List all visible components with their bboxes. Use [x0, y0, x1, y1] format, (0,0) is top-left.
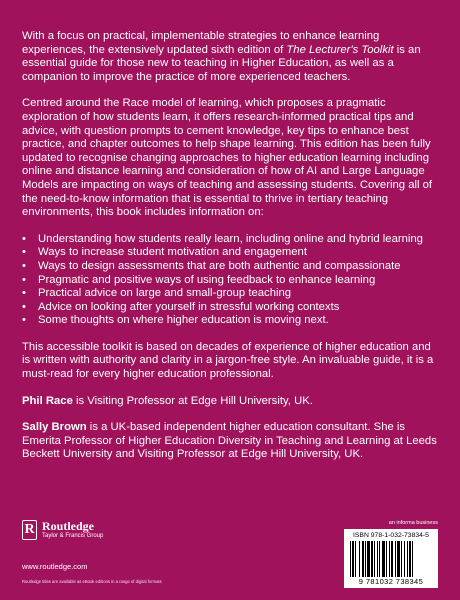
routledge-r-icon: R — [22, 520, 37, 540]
book-title: The Lecturer's Toolkit — [286, 43, 394, 56]
topic-list — [22, 233, 440, 328]
description-paragraph: Centred around the Race model of learning, which proposes a pragmatic exploration of how students learn, it offers research-informed practical tips and advice, with question prompts to cement knowledge, key tips to enhance best practice, and chapter outcomes to help shape learning. This edition has been fully updated to recognise changing approaches to higher education learning including online and distance learning and consideration of how of AI and Large Language Models are impacting on ways of teaching and assessing students. Covering all of the need-to-know information that is essential to thrive in tertiary teaching environments, this book includes information on: — [22, 97, 433, 219]
informa-label: an informa business — [388, 520, 438, 526]
barcode-box — [344, 529, 438, 588]
list-item: • Advice on looking after yourself in stressful working contexts — [22, 301, 440, 315]
author-bio — [22, 395, 440, 409]
publisher-name: Routledge — [42, 519, 94, 533]
ebook-note: Routledge titles are available as eBook editions in a range of digital formats — [22, 579, 162, 584]
author-bio-text: is a UK-based independent higher education consultant. She is Emerita Professor of Higher Education Diversity in Teaching and Learning at Leeds Beckett University and Visiting Professor at Edge Hill University, UK. — [22, 421, 437, 461]
list-item: • Some thoughts on where higher education is moving next. — [22, 314, 440, 328]
intro-paragraph — [22, 30, 440, 84]
author-name: Phil Race — [22, 394, 73, 407]
intro-text-end: is an essential guide for those new to teaching in Higher Education, as well as a companion to improve the practice of more experienced teachers. — [22, 43, 421, 83]
publisher-footer — [22, 520, 282, 584]
publisher-group: Taylor & Francis Group — [42, 533, 104, 539]
barcode-block — [344, 520, 438, 588]
author-bio-text: is Visiting Professor at Edge Hill University, UK. — [72, 394, 313, 407]
barcode-digits: 9 781032 738345 — [358, 577, 424, 586]
publisher-website: www.routledge.com — [22, 562, 88, 571]
back-cover-text — [22, 30, 440, 475]
summary-paragraph: This accessible toolkit is based on decades of experience of higher education and is written with authority and clarity in a jargon-free style. An invaluable guide, it is a must-read for every higher education professional. — [22, 340, 434, 381]
list-item: • Ways to increase student motivation and engagement — [22, 246, 440, 260]
isbn-text: ISBN 978-1-032-73834-5 — [353, 532, 429, 539]
author-bio — [22, 421, 440, 462]
list-item: • Ways to design assessments that are both authentic and compassionate — [22, 260, 440, 274]
list-item: • Understanding how students really learn, including online and hybrid learning — [22, 233, 440, 247]
list-item: • Practical advice on large and small-group teaching — [22, 287, 440, 301]
intro-text-start: With a focus on practical, implementable strategies to enhance learning experiences, the extensively updated sixth edition of — [22, 30, 380, 56]
publisher-logo — [22, 520, 282, 540]
barcode-icon — [348, 541, 434, 577]
list-item: • Pragmatic and positive ways of using feedback to enhance learning — [22, 274, 440, 288]
author-name: Sally Brown — [22, 421, 87, 434]
